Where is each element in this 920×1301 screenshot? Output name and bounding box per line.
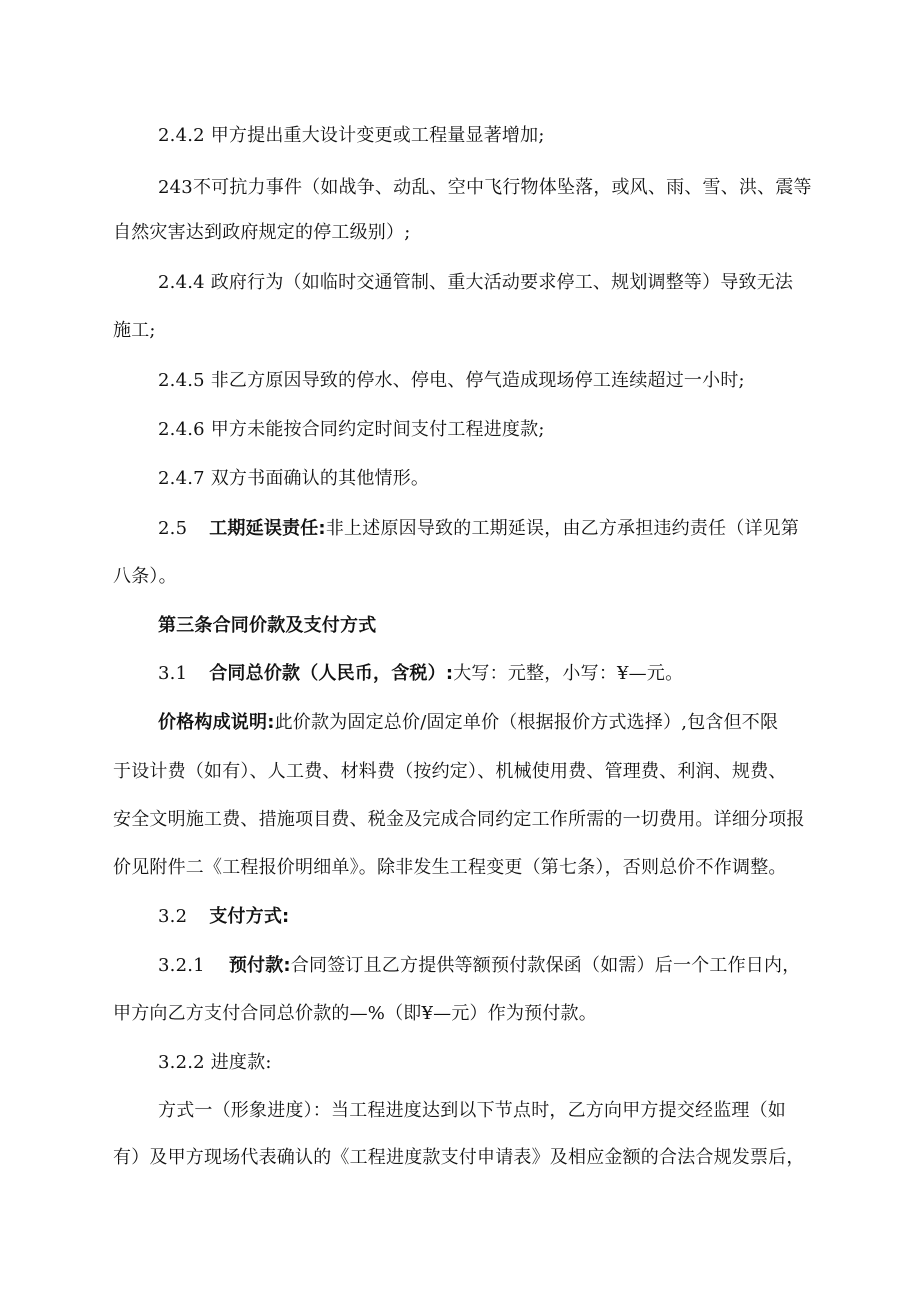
clause-2-5-line-2: 八条）。 [113, 566, 177, 587]
clause-2-5-line-1 [158, 517, 799, 541]
clause-3-2-1-line-1 [158, 954, 800, 978]
clause-heading: 支付方式: [209, 906, 290, 927]
clause-2-4-2: 2.4.2 甲方提出重大设计变更或工程量显著增加; [158, 125, 545, 146]
clause-number: 3.1 [158, 663, 188, 684]
clause-3-2-1-line-2: 甲方向乙方支付合同总价款的—%（即¥—元）作为预付款。 [113, 1003, 597, 1024]
price-note-body: 此价款为固定总价/固定单价（根据报价方式选择）,包含但不限 [274, 712, 779, 733]
article-3-heading: 第三条合同价款及支付方式 [158, 615, 377, 636]
method-one-line-2: 有）及甲方现场代表确认的《工程进度款支付申请表》及相应金额的合法合规发票后， [113, 1147, 805, 1168]
clause-body: 合同签订且乙方提供等额预付款保函（如需）后一个工作日内， [290, 955, 801, 976]
clause-number: 3.2 [158, 906, 188, 927]
price-note-line-2: 于设计费（如有）、人工费、材料费（按约定）、机械使用费、管理费、利润、规费、 [113, 761, 787, 782]
price-note-line-4: 价见附件二《工程报价明细单》。除非发生工程变更（第七条），否则总价不作调整。 [113, 857, 787, 878]
clause-3-2 [158, 905, 289, 929]
clause-heading: 合同总价款（人民币，含税）: [209, 663, 454, 684]
clause-3-2-2: 3.2.2 进度款: [158, 1052, 272, 1073]
clause-body: 大写：元整，小写：¥—元。 [453, 663, 684, 684]
clause-2-4-4-line-2: 施工; [113, 320, 156, 341]
clause-2-4-5: 2.4.5 非乙方原因导致的停水、停电、停气造成现场停工连续超过一小时; [158, 370, 745, 391]
clause-number: 3.2.1 [158, 955, 205, 976]
clause-2-4-6: 2.4.6 甲方未能按合同约定时间支付工程进度款; [158, 419, 545, 440]
clause-3-1 [158, 662, 683, 686]
clause-heading: 预付款: [228, 955, 291, 976]
clause-2-4-7: 2.4.7 双方书面确认的其他情形。 [158, 468, 430, 489]
clause-number: 2.5 [158, 518, 188, 539]
method-one-line-1: 方式一（形象进度）：当工程进度达到以下节点时，乙方向甲方提交经监理（如 [158, 1100, 786, 1121]
price-note-line-3: 安全文明施工费、措施项目费、税金及完成合同约定工作所需的一切费用。详细分项报 [113, 809, 805, 830]
clause-body: 非上述原因导致的工期延误，由乙方承担违约责任（详见第 [325, 518, 800, 539]
price-note-line-1 [158, 711, 778, 735]
price-note-heading: 价格构成说明: [158, 712, 275, 733]
clause-2-4-3-line-1: 243不可抗力事件（如战争、动乱、空中飞行物体坠落，或风、雨、雪、洪、震等 [158, 177, 812, 198]
clause-heading: 工期延误责任: [209, 518, 326, 539]
clause-2-4-3-line-2: 自然灾害达到政府规定的停工级别）; [113, 222, 411, 243]
clause-2-4-4-line-1: 2.4.4 政府行为（如临时交通管制、重大活动要求停工、规划调整等）导致无法 [158, 272, 794, 293]
